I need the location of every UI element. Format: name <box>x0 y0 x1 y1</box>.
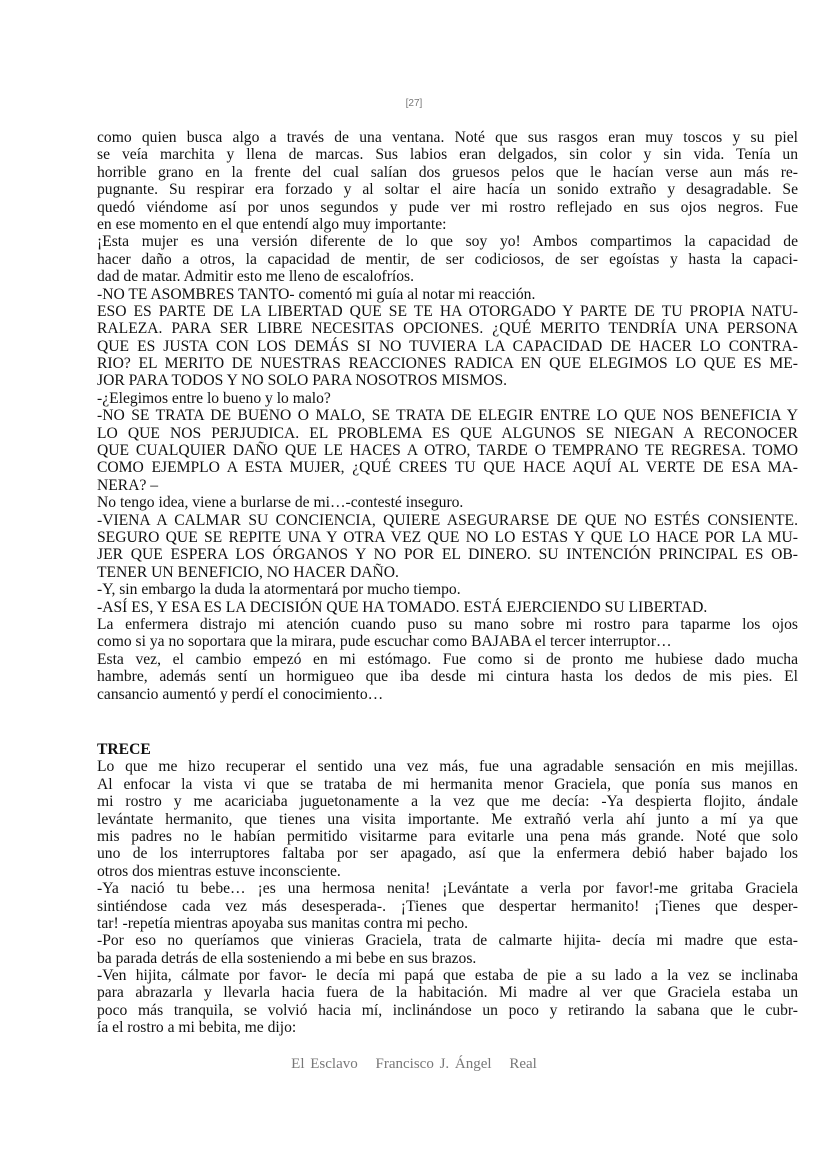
text-line: -ASÍ ES, Y ESA ES LA DECISIÓN QUE HA TOMADO. ESTÁ EJERCIENDO SU LIBERTAD. <box>97 598 708 616</box>
text-line: para abrazarla y llevarla hacia fuera de la habitación. Mi madre al ver que Graciela estaba un <box>97 984 798 1002</box>
text-line: otros dos mientras estuve inconsciente. <box>97 862 341 880</box>
text-line: se veía marchita y llena de marcas. Sus labios eran delgados, sin color y sin vida. Tenía un <box>97 146 798 164</box>
text-line: como si ya no soportara que la mirara, pude escuchar como BAJABA el tercer interruptor… <box>97 633 672 651</box>
paragraph <box>97 390 798 407</box>
paragraph <box>97 599 798 616</box>
text-line: SEGURO QUE SE REPITE UNA Y OTRA VEZ QUE NO LO ESTAS Y QUE LO HACE POR LA MU- <box>97 528 798 546</box>
text-line: LO QUE NOS PERJUDICA. EL PROBLEMA ES QUE ALGUNOS SE NIEGAN A RECONOCER <box>97 424 798 442</box>
text-line: -NO SE TRATA DE BUENO O MALO, SE TRATA DE ELEGIR ENTRE LO QUE NOS BENEFICIA Y <box>97 407 798 425</box>
text-line: sintiéndose cada vez más desesperada-. ¡Tienes que despertar hermanito! ¡Tienes que desper- <box>97 897 798 915</box>
paragraph <box>97 286 798 303</box>
text-line: RALEZA. PARA SER LIBRE NECESITAS OPCIONES. ¿QUÉ MERITO TENDRÍA UNA PERSONA <box>97 320 798 338</box>
text-line: -NO TE ASOMBRES TANTO- comentó mi guía al notar mi reacción. <box>97 285 536 303</box>
paragraph <box>97 758 798 880</box>
text-line: No tengo idea, viene a burlarse de mi…-contesté inseguro. <box>97 494 464 512</box>
text-line: quedó viéndome así por unos segundos y pude ver mi rostro reflejado en sus ojos negros. Fue <box>97 198 798 216</box>
text-line: -Y, sin embargo la duda la atormentará por mucho tiempo. <box>97 581 461 599</box>
text-line: levántate hermanito, que tienes una visita importante. Me extrañó verla ahí junto a mí ya que <box>97 810 798 828</box>
text-line: QUE ES JUSTA CON LOS DEMÁS SI NO TUVIERA LA CAPACIDAD DE HACER LO CONTRA- <box>97 337 798 355</box>
text-line: ía el rostro a mi bebita, me dijo: <box>97 1019 297 1037</box>
paragraph <box>97 880 798 932</box>
text-line: uno de los interruptores faltaba por ser apagado, así que la enfermera debió haber bajado los <box>97 845 798 863</box>
paragraph <box>97 651 798 703</box>
text-line: -Ven hijita, cálmate por favor- le decía mi papá que estaba de pie a su lado a la vez se inclinaba <box>97 967 798 985</box>
paragraph <box>97 494 798 511</box>
text-line: cansancio aumentó y perdí el conocimiento… <box>97 685 384 703</box>
chapter-heading: TRECE <box>97 741 151 758</box>
text-line: NERA? – <box>97 476 159 494</box>
text-line: RIO? EL MERITO DE NUESTRAS REACCIONES RADICA EN QUE ELEGIMOS LO QUE ES ME- <box>97 355 798 373</box>
text-line: horrible grano en la frente del cual salían dos gruesos pelos que le hacían verse aun más re- <box>97 163 798 181</box>
text-line: en ese momento en el que entendí algo muy importante: <box>97 215 447 233</box>
paragraph <box>97 932 798 967</box>
text-section-a <box>97 129 798 703</box>
footer-author: Francisco J. Ángel <box>375 1056 492 1072</box>
paragraph <box>97 967 798 1037</box>
text-line: mi rostro y me acariciaba juguetonamente a la vez que me decía: -Ya despierta flojito, ándale <box>97 793 798 811</box>
paragraph <box>97 581 798 598</box>
text-line: TENER UN BENEFICIO, NO HACER DAÑO. <box>97 563 399 581</box>
text-line: QUE CUALQUIER DAÑO QUE LE HACES A OTRO, TARDE O TEMPRANO TE REGRESA. TOMO <box>97 442 798 460</box>
text-line: hacer daño a otros, la capacidad de mentir, de ser codiciosos, de ser egoístas y hasta la capaci- <box>97 250 798 268</box>
paragraph <box>97 129 798 233</box>
paragraph <box>97 616 798 651</box>
text-line: hambre, además sentí un hormigueo que iba desde mi cintura hasta los dedos de mis pies. El <box>97 668 798 686</box>
text-line: poco más tranquila, se volvió hacia mí, inclinándose un poco y retirando la sabana que le cubr- <box>97 1001 798 1019</box>
text-line: ESO ES PARTE DE LA LIBERTAD QUE SE TE HA OTORGADO Y PARTE DE TU PROPIA NATU- <box>97 302 798 320</box>
paragraph <box>97 233 798 285</box>
paragraph <box>97 303 798 390</box>
text-line: pugnante. Su respirar era forzado y al soltar el aire hacía un sonido extraño y desagradable. Se <box>97 181 798 199</box>
text-line: JER QUE ESPERA LOS ÓRGANOS Y NO POR EL DINERO. SU INTENCIÓN PRINCIPAL ES OB- <box>97 546 798 564</box>
text-section-b <box>97 741 798 1037</box>
paragraph <box>97 512 798 582</box>
text-line: como quien busca algo a través de una ventana. Noté que sus rasgos eran muy toscos y su piel <box>97 129 798 146</box>
text-line: -Ya nació tu bebe… ¡es una hermosa nenita! ¡Levántate a verla por favor!-me gritaba Graciela <box>97 880 798 898</box>
footer-book-title: El Esclavo <box>291 1056 358 1072</box>
text-line: ba parada detrás de ella sosteniendo a mi bebe en sus brazos. <box>97 949 477 967</box>
paragraph <box>97 407 798 494</box>
text-line: JOR PARA TODOS Y NO SOLO PARA NOSOTROS MISMOS. <box>97 372 508 390</box>
text-line: tar! -repetía mientras apoyaba sus manitas contra mi pecho. <box>97 914 469 932</box>
text-line: Esta vez, el cambio empezó en mi estómago. Fue como si de pronto me hubiese dado mucha <box>97 650 798 668</box>
text-line: -Por eso no queríamos que vinieras Graciela, trata de calmarte hijita- decía mi madre que esta- <box>97 932 798 950</box>
text-line: COMO EJEMPLO A ESTA MUJER, ¿QUÉ CREES TU QUE HACE AQUÍ AL VERTE DE ESA MA- <box>97 459 798 477</box>
text-line: Lo que me hizo recuperar el sentido una vez más, fue una agradable sensación en mis mejillas. <box>97 758 798 776</box>
text-line: -VIENA A CALMAR SU CONCIENCIA, QUIERE ASEGURARSE DE QUE NO ESTÉS CONSIENTE. <box>97 511 798 529</box>
text-line: dad de matar. Admitir esto me lleno de escalofríos. <box>97 268 414 286</box>
text-line: Al enfocar la vista vi que se trataba de mi hermanita menor Graciela, que ponía sus manos en <box>97 775 798 793</box>
text-line: mis padres no le habían permitido visitarme para evitarle una pena más grande. Noté que solo <box>97 827 798 845</box>
page-footer <box>0 1056 828 1073</box>
text-line: La enfermera distrajo mi atención cuando puso su mano sobre mi rostro para taparme los ojos <box>97 615 798 633</box>
text-line: ¡Esta mujer es una versión diferente de lo que soy yo! Ambos compartimos la capacidad de <box>97 233 798 251</box>
page-number: [27] <box>405 98 423 109</box>
footer-extra: Real <box>509 1056 537 1072</box>
text-line: -¿Elegimos entre lo bueno y lo malo? <box>97 389 331 407</box>
